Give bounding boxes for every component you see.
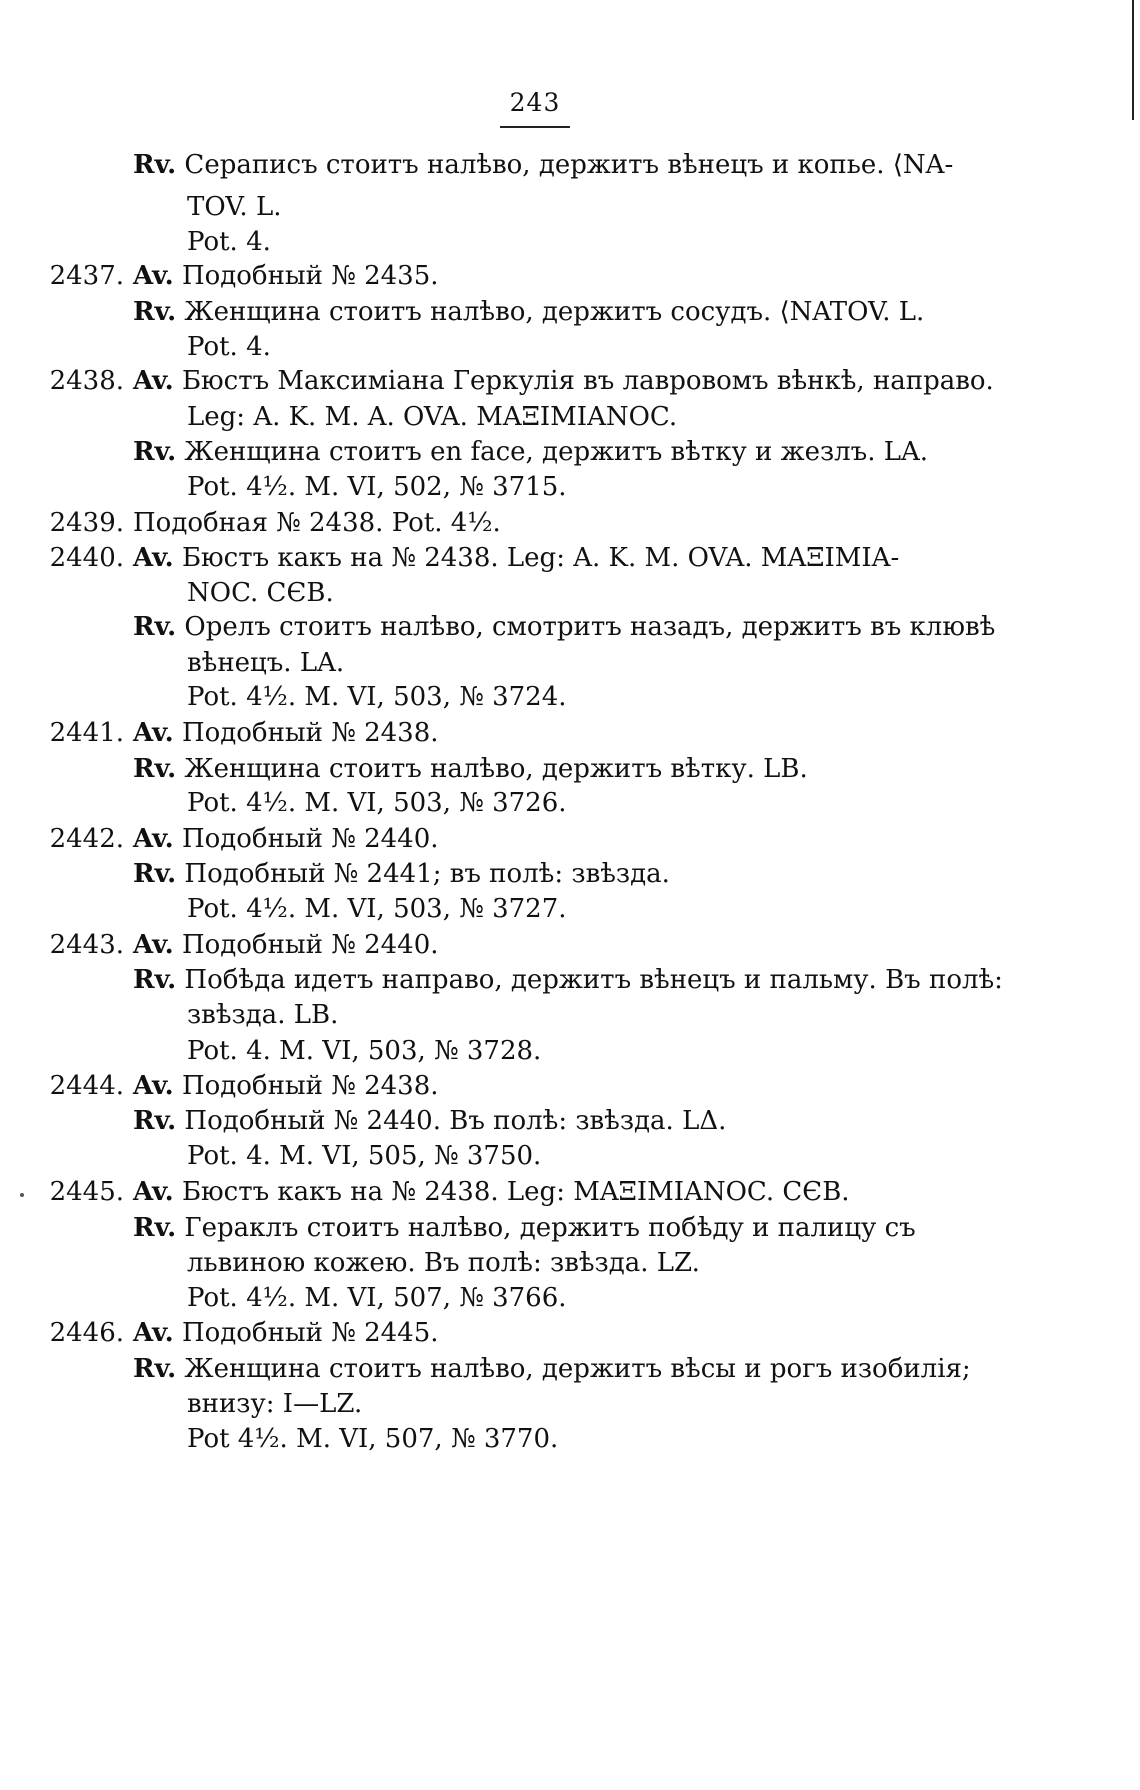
- entry-text: Pot. 4. M. VI, 503, № 3728.: [187, 1036, 542, 1066]
- entry-text: Подобный № 2441; въ полѣ: звѣзда.: [184, 859, 670, 889]
- entry-text: Подобный № 2445.: [181, 1318, 439, 1348]
- entry-text: Pot. 4.: [187, 227, 271, 257]
- entry-number: 2445.: [49, 1177, 124, 1207]
- entry-line: [133, 1211, 916, 1245]
- entry-line: [187, 576, 334, 610]
- entry-text: Подобный № 2440.: [181, 930, 439, 960]
- obverse-label: Av.: [133, 543, 174, 573]
- entry-line: [133, 857, 670, 891]
- entry-text: Сераписъ стоитъ налѣво, держитъ вѣнецъ и копье. ⟨NA-: [184, 150, 954, 180]
- reverse-label: Rv.: [133, 1106, 177, 1136]
- entry-line: [133, 148, 953, 182]
- entry-text: звѣзда. LB.: [187, 1000, 339, 1030]
- entry-text: вѣнецъ. LA.: [187, 648, 345, 678]
- reverse-label: Rv.: [133, 612, 177, 642]
- stray-dot: [20, 1193, 24, 1197]
- entry-text: Pot. 4½. M. VI, 503, № 3726.: [187, 788, 567, 818]
- entry-text: NOC. CЄB.: [187, 578, 334, 608]
- entry-text: Pot. 4.: [187, 332, 271, 362]
- entry-text: внизу: I—LZ.: [187, 1389, 363, 1419]
- entry-line: [133, 822, 439, 856]
- entry-line: [187, 1422, 558, 1456]
- entry-line: [187, 190, 282, 224]
- entry-number: 2444.: [49, 1071, 124, 1101]
- entry-text: Pot 4½. M. VI, 507, № 3770.: [187, 1424, 559, 1454]
- entry-line: [133, 364, 994, 398]
- entry-line: [133, 1316, 439, 1350]
- entry-text: Подобный № 2435.: [181, 261, 439, 291]
- entry-line: [133, 435, 928, 469]
- reverse-label: Rv.: [133, 754, 177, 784]
- entry-text: Подобный № 2438.: [181, 718, 439, 748]
- entry-line: [133, 1069, 439, 1103]
- reverse-label: Rv.: [133, 965, 177, 995]
- entry-text: Подобный № 2438.: [181, 1071, 439, 1101]
- entry-line: [133, 1352, 971, 1386]
- entry-line: [187, 1034, 541, 1068]
- entry-text: Pot. 4½. M. VI, 503, № 3727.: [187, 894, 567, 924]
- entry-line: [133, 610, 995, 644]
- entry-number: 2443.: [49, 930, 124, 960]
- obverse-label: Av.: [133, 1177, 174, 1207]
- obverse-label: Av.: [133, 261, 174, 291]
- obverse-label: Av.: [133, 718, 174, 748]
- entry-text: Побѣда идетъ направо, держитъ вѣнецъ и пальму. Въ полѣ:: [184, 965, 1003, 995]
- entry-text: Pot. 4½. M. VI, 503, № 3724.: [187, 682, 567, 712]
- entry-line: [187, 646, 344, 680]
- entry-text: Подобный № 2440.: [181, 824, 439, 854]
- entry-line: [133, 1104, 726, 1138]
- entry-line: [133, 1175, 850, 1209]
- entry-number: 2442.: [49, 824, 124, 854]
- entry-line: [187, 400, 677, 434]
- entry-line: [187, 1246, 700, 1280]
- page-number: 243: [509, 88, 561, 117]
- entry-text: Бюстъ Максиміана Геркулія въ лавровомъ вѣнкѣ, направо.: [181, 366, 994, 396]
- entry-text: Женщина стоитъ налѣво, держитъ вѣтку. LB.: [184, 754, 808, 784]
- entry-number: 2440.: [49, 543, 124, 573]
- entry-text: Подобная № 2438. Pot. 4½.: [133, 508, 501, 538]
- entry-line: [187, 1387, 362, 1421]
- entry-text: Бюстъ какъ на № 2438. Leg: A. K. M. OVA. MAΞIMIA-: [181, 543, 900, 573]
- entry-line: [133, 928, 439, 962]
- entry-line: [187, 330, 271, 364]
- entry-line: [187, 470, 567, 504]
- entry-number: 2439.: [49, 508, 124, 538]
- obverse-label: Av.: [133, 930, 174, 960]
- entry-text: Бюстъ какъ на № 2438. Leg: MAΞIMIANOC. CЄB.: [181, 1177, 850, 1207]
- entry-line: [187, 892, 567, 926]
- entry-number: 2441.: [49, 718, 124, 748]
- entry-text: TOV. L.: [187, 192, 282, 222]
- entry-line: [133, 506, 501, 540]
- obverse-label: Av.: [133, 1071, 174, 1101]
- reverse-label: Rv.: [133, 1213, 177, 1243]
- entry-number: 2438.: [49, 366, 124, 396]
- entry-line: [187, 1139, 541, 1173]
- entry-text: львиною кожею. Въ полѣ: звѣзда. LZ.: [187, 1248, 700, 1278]
- entry-text: Pot. 4. M. VI, 505, № 3750.: [187, 1141, 542, 1171]
- entry-line: [133, 295, 924, 329]
- entry-line: [187, 998, 338, 1032]
- entry-line: [133, 716, 439, 750]
- reverse-label: Rv.: [133, 150, 177, 180]
- entry-number: 2437.: [49, 261, 124, 291]
- entry-text: Подобный № 2440. Въ полѣ: звѣзда. LΔ.: [184, 1106, 727, 1136]
- entry-line: [187, 680, 567, 714]
- obverse-label: Av.: [133, 1318, 174, 1348]
- entry-line: [133, 541, 899, 575]
- entry-text: Leg: A. K. M. A. OVA. MAΞIMIANOC.: [187, 402, 678, 432]
- entry-line: [187, 225, 271, 259]
- entry-text: Гераклъ стоитъ налѣво, держитъ побѣду и палицу съ: [184, 1213, 916, 1243]
- entry-line: [187, 786, 567, 820]
- reverse-label: Rv.: [133, 437, 177, 467]
- entry-text: Pot. 4½. M. VI, 502, № 3715.: [187, 472, 567, 502]
- reverse-label: Rv.: [133, 1354, 177, 1384]
- entry-text: Pot. 4½. M. VI, 507, № 3766.: [187, 1283, 567, 1313]
- entry-line: [133, 259, 439, 293]
- entry-text: Орелъ стоитъ налѣво, смотритъ назадъ, держитъ въ клювѣ: [184, 612, 996, 642]
- reverse-label: Rv.: [133, 859, 177, 889]
- entry-text: Женщина стоитъ налѣво, держитъ вѣсы и рогъ изобилія;: [184, 1354, 971, 1384]
- entry-number: 2446.: [49, 1318, 124, 1348]
- reverse-label: Rv.: [133, 297, 177, 327]
- entry-line: [187, 1281, 567, 1315]
- entry-text: Женщина стоитъ налѣво, держитъ сосудъ. ⟨NATOV. L.: [184, 297, 925, 327]
- entry-text: Женщина стоитъ en face, держитъ вѣтку и жезлъ. LA.: [184, 437, 929, 467]
- obverse-label: Av.: [133, 366, 174, 396]
- obverse-label: Av.: [133, 824, 174, 854]
- entry-line: [133, 963, 1003, 997]
- entry-line: [133, 752, 808, 786]
